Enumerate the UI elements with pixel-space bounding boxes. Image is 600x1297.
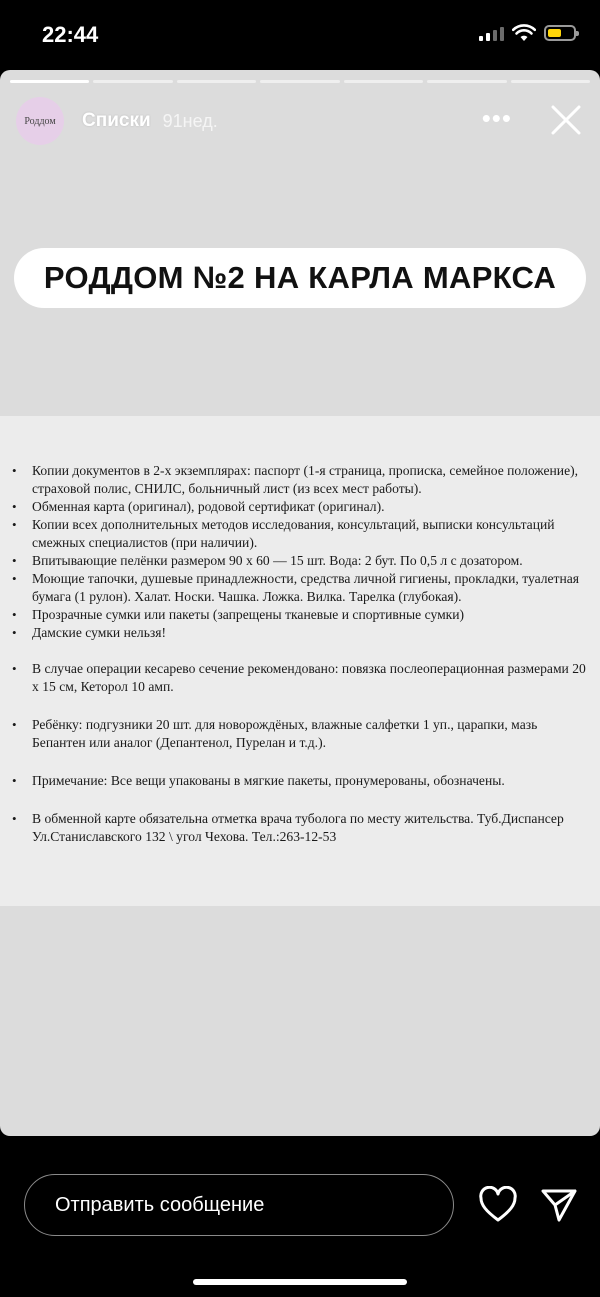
close-icon[interactable] [548,102,584,138]
story-progress-segment [177,80,256,83]
heart-icon[interactable] [478,1186,518,1224]
story-progress-segment [10,80,89,83]
avatar[interactable] [16,97,64,145]
story-header [16,96,584,146]
document-photo [0,416,600,906]
story-viewer[interactable] [0,70,600,1136]
document-list-item: • Прозрачные сумки или пакеты (запрещены тканевые и спортивные сумки) [12,606,590,624]
status-bar [0,0,600,70]
document-list-item: • Копии документов в 2-х экземплярах: паспорт (1-я страница, прописка, семейное положение), страховой полис, СНИЛС, больничный лист (из всех мест работы). [12,462,590,498]
status-time: 22:44 [42,22,99,47]
document-list-item: • Обменная карта (оригинал), родовой сертификат (оригинал). [12,498,590,516]
more-icon[interactable]: ••• [481,103,512,133]
message-placeholder: Отправить сообщение [55,1193,265,1216]
story-headline: РОДДОМ №2 НА КАРЛА МАРКСА [14,248,586,308]
home-indicator[interactable] [193,1279,407,1285]
status-icons [479,24,576,42]
battery-icon [544,25,576,41]
story-progress-segment [511,80,590,83]
story-progress-segment [427,80,506,83]
document-list-item: • В обменной карте обязательна отметка врача туболога по месту жительства. Туб.Диспансер Ул.Станиславского 132 \ угол Чехова. Тел.:263-12-53 [12,810,590,846]
story-progress-segment [260,80,339,83]
document-list-item: • Впитывающие пелёнки размером 90 х 60 — 15 шт. Вода: 2 бут. По 0,5 л с дозатором. [12,552,590,570]
document-list [0,416,600,846]
document-list-item: • Дамские сумки нельзя! [12,624,590,642]
story-username[interactable]: Списки [82,110,151,131]
cellular-signal-icon [479,25,504,41]
story-time-ago: 91нед. [162,110,218,131]
document-list-item: • В случае операции кесарево сечение рекомендовано: повязка послеоперационная размерами 20 х 15 см, Кеторол 10 амп. [12,660,590,696]
document-list-item: • Ребёнку: подгузники 20 шт. для новорождёных, влажные салфетки 1 уп., царапки, мазь Бепантен или аналог (Депантенол, Пурелан и т.д.). [12,716,590,752]
document-list-item: • Копии всех дополнительных методов исследования, консультаций, выписки консультаций смежных специалистов (при наличии). [12,516,590,552]
story-progress-bar [10,80,590,83]
send-icon[interactable] [540,1186,578,1224]
avatar-label: Роддом [24,115,56,127]
document-list-item: • Моющие тапочки, душевые принадлежности, средства личной гигиены, прокладки, туалетная бумага (1 рулон). Халат. Носки. Чашка. Ложка. Вилка. Тарелка (глубокая). [12,570,590,606]
wifi-icon [512,24,536,42]
message-input[interactable] [24,1174,454,1236]
story-progress-segment [344,80,423,83]
document-list-item: • Примечание: Все вещи упакованы в мягкие пакеты, пронумерованы, обозначены. [12,772,590,790]
story-progress-segment [93,80,172,83]
